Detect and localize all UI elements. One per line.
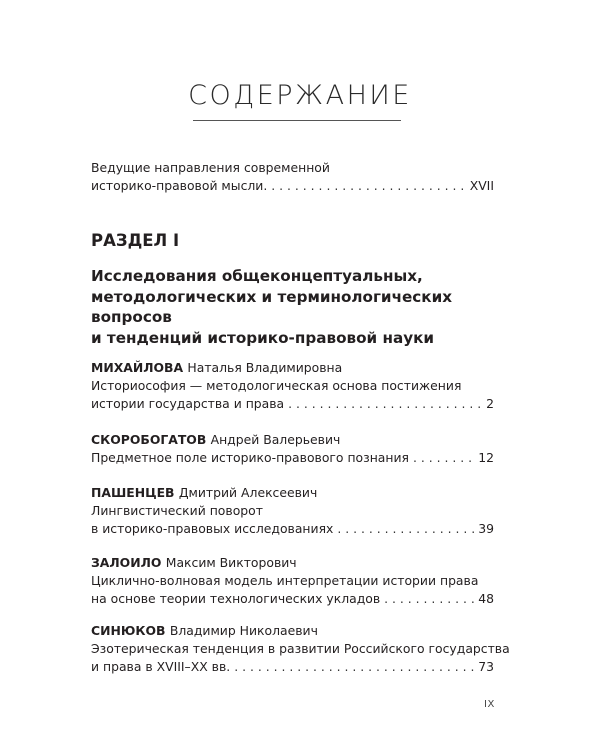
toc-entry-leader-line (91, 395, 494, 413)
dot-leader (413, 449, 474, 467)
toc-entry-title-line: истории государства и права (91, 396, 285, 411)
author-given-name: Дмитрий Алексеевич (178, 485, 318, 500)
toc-entry-title-line: на основе теории технологических укладов (91, 591, 381, 606)
author-name (91, 359, 494, 377)
dot-leader (234, 658, 474, 676)
author-surname: СКОРОБОГАТОВ (91, 432, 207, 447)
toc-entry[interactable] (91, 554, 494, 608)
toc-entry-leader-line (91, 449, 494, 467)
author-name (91, 622, 494, 640)
page-number: 2 (486, 396, 494, 411)
folio-page-number: IX (484, 699, 495, 710)
toc-entry[interactable] (91, 431, 494, 467)
author-surname: СИНЮКОВ (91, 623, 166, 638)
toc-entry-leader-line (91, 177, 494, 195)
section-title (91, 266, 521, 348)
page-number: 73 (478, 659, 494, 674)
author-surname: ПАШЕНЦЕВ (91, 485, 175, 500)
toc-entry-title-line: Лингвистический поворот (91, 503, 263, 518)
page-title: СОДЕРЖАНИЕ (188, 80, 412, 111)
author-name (91, 431, 494, 449)
author-surname: ЗАЛОИЛО (91, 555, 162, 570)
page-number: 39 (478, 521, 494, 536)
dot-leader (384, 590, 474, 608)
toc-entry-leader-line (91, 590, 494, 608)
author-surname: МИХАЙЛОВА (91, 360, 184, 375)
toc-entry[interactable] (91, 359, 494, 413)
toc-entry[interactable] (91, 484, 494, 538)
section-title-line: методологических и терминологических вопросов (91, 287, 453, 326)
toc-entry-title-line: Циклично-волновая модель интерпретации истории права (91, 573, 479, 588)
author-name (91, 554, 494, 572)
author-given-name: Владимир Николаевич (169, 623, 318, 638)
toc-entry-title-line: в историко-правовых исследованиях (91, 521, 334, 536)
author-given-name: Наталья Владимировна (187, 360, 343, 375)
author-name (91, 484, 494, 502)
toc-entry[interactable] (91, 622, 510, 676)
author-given-name: Максим Викторович (165, 555, 297, 570)
page-number: 12 (478, 450, 494, 465)
section-title-line: Исследования общеконцептуальных, (91, 267, 423, 285)
toc-entry-title-line: историко-правовой мысли. (91, 178, 268, 193)
toc-entry-title-line: Историософия — методологическая основа постижения (91, 378, 462, 393)
toc-entry-title-line: и права в XVIII–XX вв. (91, 659, 231, 674)
toc-entry-intro[interactable] (91, 159, 494, 195)
toc-entry-leader-line (91, 658, 494, 676)
page-number: 48 (478, 591, 494, 606)
toc-entry-title-line: Ведущие направления современной (91, 160, 330, 175)
dot-leader (337, 520, 474, 538)
dot-leader (271, 177, 465, 195)
author-given-name: Андрей Валерьевич (210, 432, 341, 447)
toc-entry-title-line: Предметное поле историко-правового познания (91, 450, 410, 465)
section-title-line: и тенденций историко-правовой науки (91, 328, 435, 347)
dot-leader (288, 395, 482, 413)
section-label: РАЗДЕЛ I (91, 231, 180, 250)
toc-entry-leader-line (91, 520, 494, 538)
title-underline (193, 120, 401, 121)
page-number: XVII (469, 178, 494, 193)
toc-entry-title-line: Эзотерическая тенденция в развитии Российского государства (91, 641, 510, 656)
